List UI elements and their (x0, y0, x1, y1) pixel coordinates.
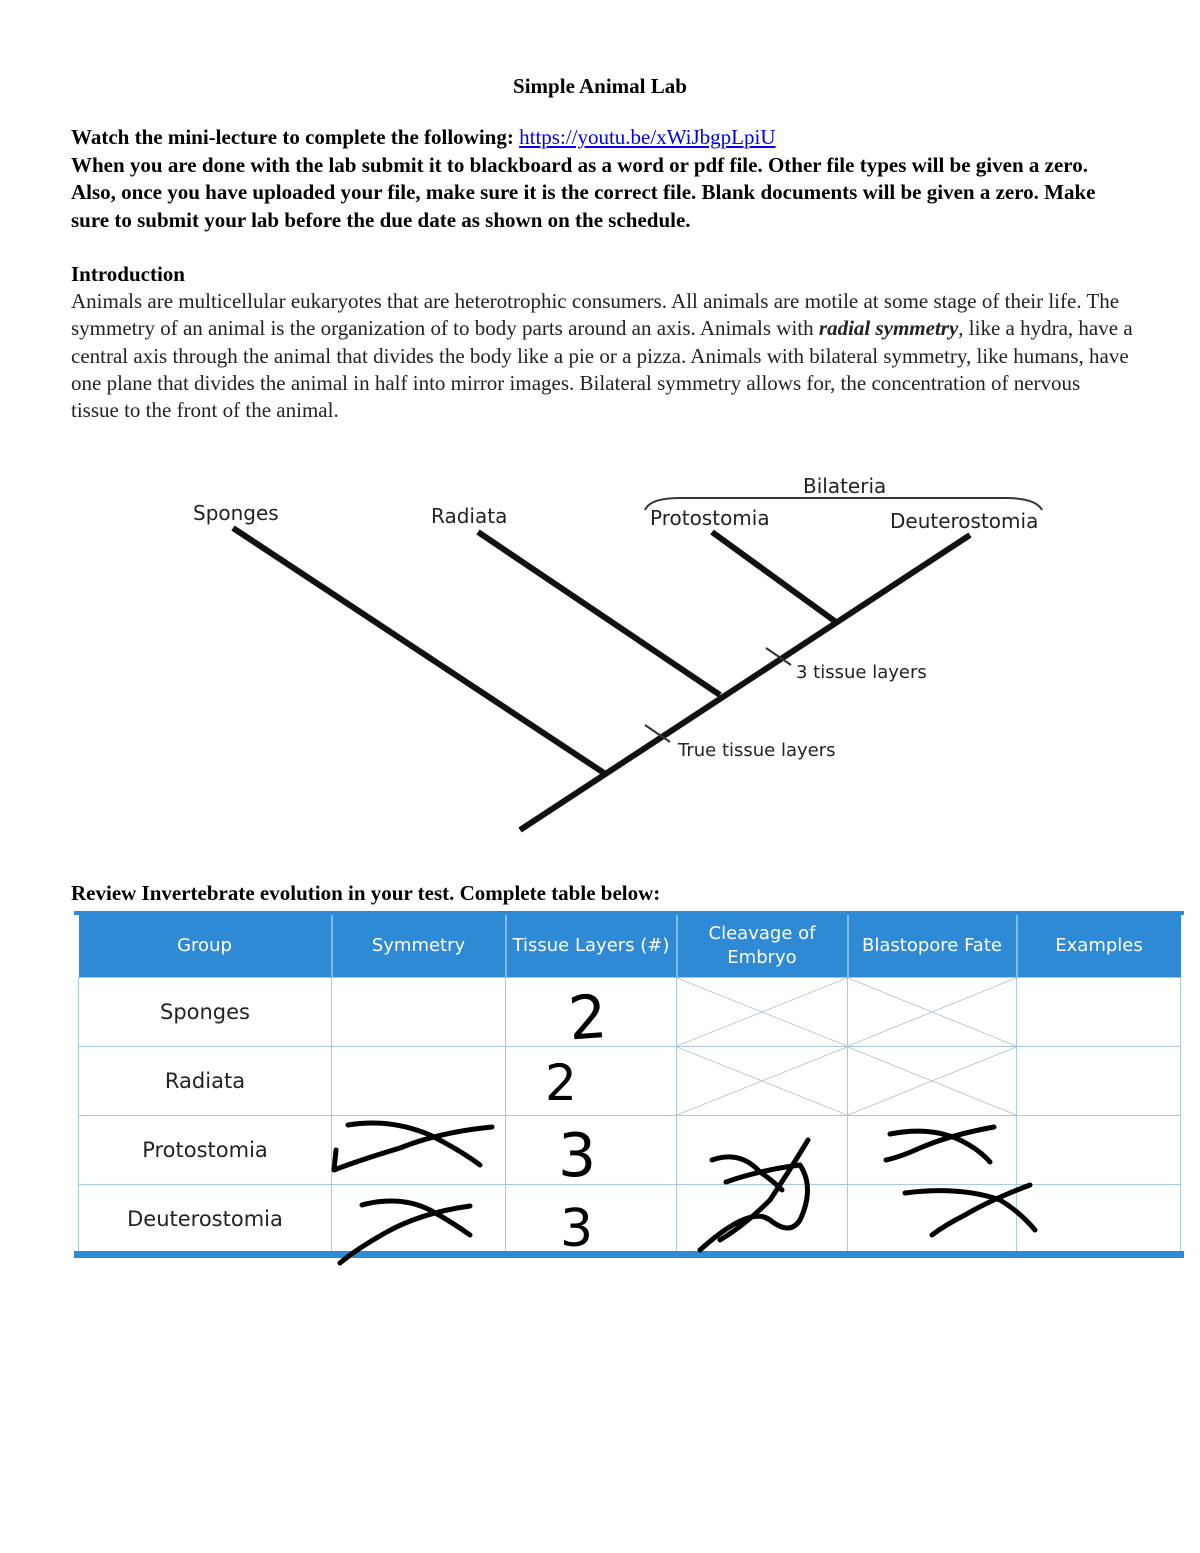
cell-examples[interactable] (1017, 1116, 1181, 1185)
watch-prefix: Watch the mini-lecture to complete the following: (71, 125, 520, 149)
label-three-tissue-layers: 3 tissue layers (796, 662, 927, 683)
label-protostomia: Protostomia (650, 506, 770, 530)
header-tissue-layers: Tissue Layers (#) (506, 915, 677, 978)
cell-symmetry[interactable] (332, 978, 506, 1047)
introduction-text (71, 288, 1133, 424)
branch-sponges (233, 528, 604, 773)
phylogenetic-tree (0, 460, 1200, 840)
lecture-link[interactable]: https://youtu.be/xWiJbgpLpiU (519, 125, 776, 149)
not-applicable-cross-icon (677, 1047, 847, 1115)
table-bottom-border (74, 1251, 1184, 1258)
intro-text-part1: Animals are multicellular eukaryotes that are heterotrophic consumers. All animals are motile at some stage of their life. The symmetry of an animal is the organization of to body parts around an axis. Animals with (71, 289, 1120, 341)
handwritten-tissue-radiata: 2 (545, 1054, 577, 1112)
cell-tissue-layers[interactable] (506, 1116, 677, 1185)
cell-blastopore-na (848, 978, 1017, 1047)
handwritten-tissue-protostomia: 3 (558, 1121, 597, 1191)
cell-group: Protostomia (79, 1116, 332, 1185)
cell-blastopore[interactable] (848, 1116, 1017, 1185)
intro-text-part2: , like a hydra, have a central axis through the animal that divides the body like a pie or a pizza. Animals with bilateral symmetry, like humans, have one plane that divides the animal in half into mirror images. Bilateral symmetry allows for, the concentration of nervous tissue to the front of the animal. (71, 316, 1133, 423)
cell-cleavage[interactable] (677, 1116, 848, 1185)
cell-blastopore[interactable] (848, 1185, 1017, 1254)
cell-symmetry[interactable] (332, 1116, 506, 1185)
header-symmetry: Symmetry (332, 915, 506, 978)
cell-cleavage[interactable] (677, 1185, 848, 1254)
cell-examples[interactable] (1017, 978, 1181, 1047)
table-row (79, 1185, 1181, 1254)
cell-examples[interactable] (1017, 1047, 1181, 1116)
label-radiata: Radiata (431, 504, 508, 528)
label-sponges: Sponges (193, 501, 279, 525)
label-bilateria: Bilateria (803, 474, 887, 498)
not-applicable-cross-icon (677, 978, 847, 1046)
label-true-tissue-layers: True tissue layers (678, 740, 836, 761)
label-deuterostomia: Deuterostomia (890, 509, 1039, 533)
header-blastopore: Blastopore Fate (848, 915, 1017, 978)
cell-blastopore-na (848, 1047, 1017, 1116)
cell-tissue-layers[interactable] (506, 978, 677, 1047)
cell-symmetry[interactable] (332, 1185, 506, 1254)
table-row (79, 1116, 1181, 1185)
branch-protostomia (712, 532, 836, 622)
cell-examples[interactable] (1017, 1185, 1181, 1254)
introduction-heading: Introduction (71, 262, 185, 286)
not-applicable-cross-icon (848, 1047, 1016, 1115)
cell-cleavage-na (677, 1047, 848, 1116)
invertebrate-data-table (78, 915, 1181, 1254)
page-title: Simple Animal Lab (513, 74, 687, 98)
cell-cleavage-na (677, 978, 848, 1047)
header-cleavage: Cleavage of Embryo (677, 915, 848, 978)
header-examples: Examples (1017, 915, 1181, 978)
table-row (79, 1047, 1181, 1116)
handwritten-tissue-deuterostomia: 3 (560, 1199, 594, 1259)
handwritten-tissue-sponges: 2 (566, 981, 610, 1055)
invertebrate-table (74, 911, 1184, 1261)
cell-group: Sponges (79, 978, 332, 1047)
instructions (71, 124, 1133, 234)
header-group: Group (79, 915, 332, 978)
branch-radiata (478, 532, 720, 695)
not-applicable-cross-icon (848, 978, 1016, 1046)
submission-notes: When you are done with the lab submit it to blackboard as a word or pdf file. Other file types will be given a zero. Also, once you have uploaded your file, make sure it is the correct file. Blank documents will be given a zero. Make sure to submit your lab before the due date as shown on the schedule. (71, 152, 1096, 232)
cell-group: Deuterostomia (79, 1185, 332, 1254)
review-heading: Review Invertebrate evolution in your test. Complete table below: (71, 881, 661, 905)
cell-tissue-layers[interactable] (506, 1047, 677, 1116)
cell-group: Radiata (79, 1047, 332, 1116)
table-row (79, 978, 1181, 1047)
intro-emphasis: radial symmetry (818, 316, 959, 341)
cell-symmetry[interactable] (332, 1047, 506, 1116)
cell-tissue-layers[interactable] (506, 1185, 677, 1254)
table-header-row (79, 915, 1181, 978)
